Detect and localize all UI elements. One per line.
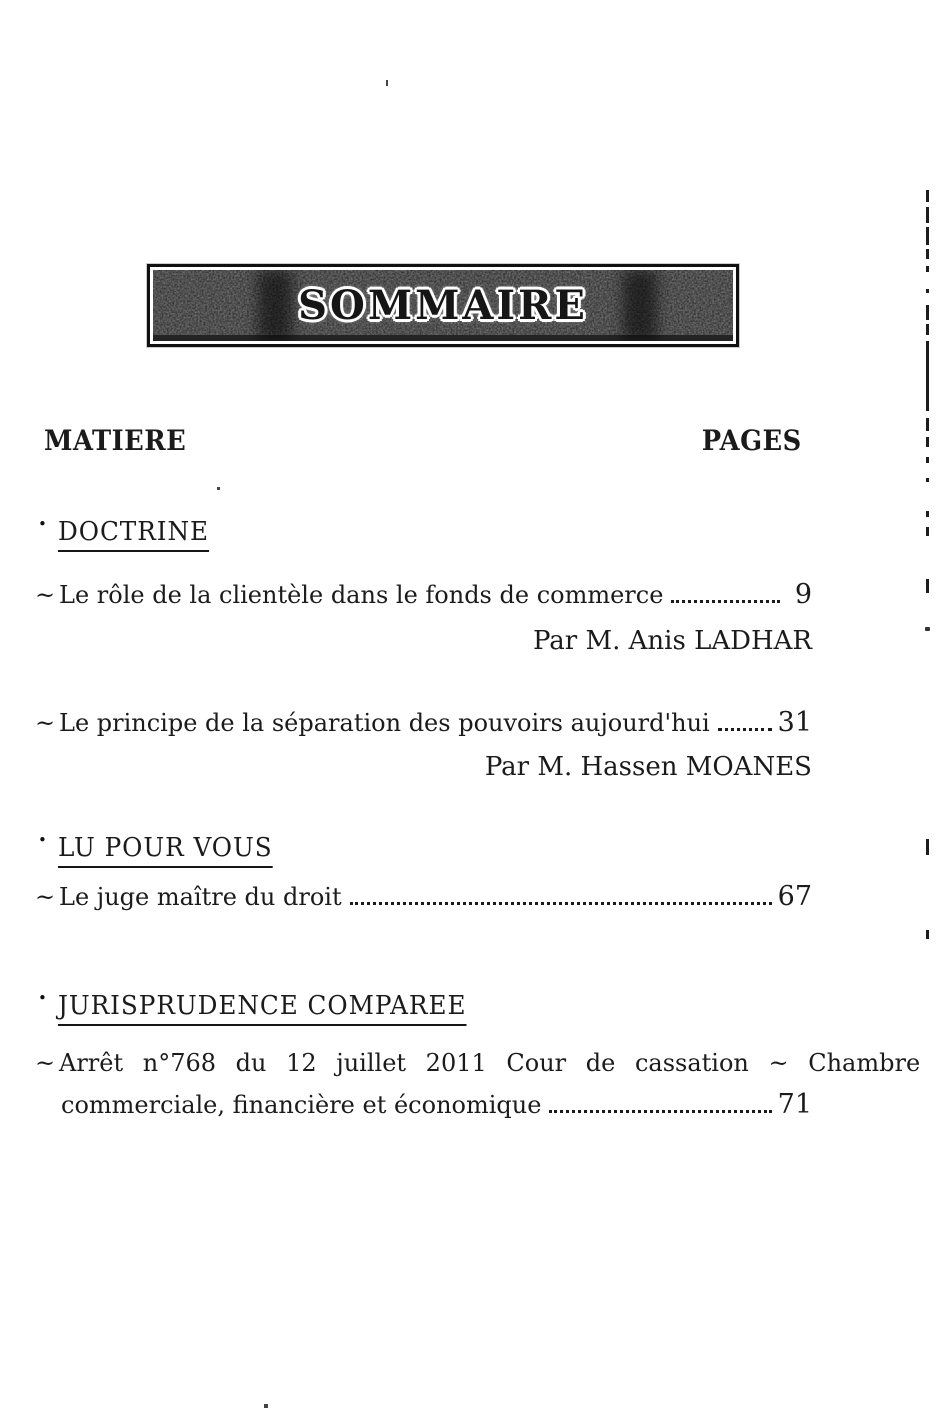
page-edge-artifact — [926, 289, 929, 293]
dotted-leader — [671, 600, 780, 603]
page-edge-artifact — [926, 249, 929, 259]
column-headers — [44, 424, 802, 457]
dotted-leader — [549, 1110, 771, 1113]
section-bullet-icon: • — [38, 831, 48, 849]
page-edge-artifact — [926, 207, 929, 223]
dotted-leader — [350, 902, 772, 905]
entry-title-line1: Arrêt n°768 du 12 juillet 2011 Cour de cassation ~ Chambre — [59, 1049, 921, 1077]
section-heading-lu-pour-vous — [38, 833, 284, 868]
toc-entry-arret-768-line1 — [35, 1049, 921, 1077]
entry-title-line2: commerciale, financière et économique — [61, 1091, 542, 1119]
entry-title: Le principe de la séparation des pouvoirs aujourd'hui — [59, 709, 710, 737]
toc-entry-separation-pouvoirs — [35, 707, 812, 738]
page-edge-artifact — [926, 839, 929, 855]
section-title: JURISPRUDENCE COMPAREE — [58, 991, 466, 1026]
entry-author: Par M. Hassen MOANES — [484, 752, 812, 782]
sommaire-banner — [147, 264, 739, 347]
page-edge-artifact — [926, 527, 929, 536]
entry-dash: ~ — [35, 1049, 56, 1077]
entry-dash: ~ — [35, 581, 56, 609]
entry-title: Le rôle de la clientèle dans le fonds de commerce — [59, 581, 664, 609]
scan-speck — [264, 1404, 268, 1408]
entry-page-number: 71 — [777, 1089, 812, 1120]
section-title: LU POUR VOUS — [58, 833, 273, 868]
page-edge-artifact — [926, 305, 929, 320]
scan-speck — [386, 80, 388, 86]
section-title: DOCTRINE — [58, 517, 209, 552]
page-edge-artifact — [926, 437, 929, 447]
toc-entry-role-clientele — [35, 579, 812, 610]
entry-author: Par M. Anis LADHAR — [532, 626, 812, 656]
section-heading-jurisprudence — [38, 991, 488, 1026]
toc-entry-juge-maitre — [35, 881, 812, 912]
pages-header: PAGES — [701, 424, 802, 457]
page-edge-artifact — [926, 341, 929, 411]
section-heading-doctrine — [38, 517, 217, 552]
page-edge-artifact — [925, 627, 930, 631]
entry-dash: ~ — [35, 709, 56, 737]
page-edge-artifact — [926, 478, 929, 482]
matiere-header: MATIERE — [44, 424, 187, 457]
page-edge-artifact — [926, 511, 929, 517]
sommaire-banner-background — [153, 270, 733, 341]
entry-title: Le juge maître du droit — [59, 883, 342, 911]
entry-page-number: 67 — [777, 881, 812, 912]
section-bullet-icon: • — [38, 515, 48, 533]
page-title: SOMMAIRE — [298, 282, 588, 329]
entry-page-number: 31 — [777, 707, 812, 738]
page-edge-artifact — [926, 266, 929, 272]
page-edge-artifact — [926, 457, 929, 463]
entry-page-number: 9 — [794, 579, 812, 610]
toc-entry-arret-768-line2 — [35, 1089, 812, 1120]
page-edge-artifact — [926, 227, 929, 245]
dotted-leader — [718, 728, 772, 731]
page-edge-artifact — [926, 418, 929, 431]
page-edge-artifact — [926, 190, 929, 202]
entry-dash: ~ — [35, 883, 56, 911]
scan-speck — [217, 487, 220, 490]
page-edge-artifact — [926, 324, 929, 335]
section-bullet-icon: • — [38, 989, 48, 1007]
page-edge-artifact — [926, 930, 929, 939]
page-edge-artifact — [926, 579, 929, 593]
